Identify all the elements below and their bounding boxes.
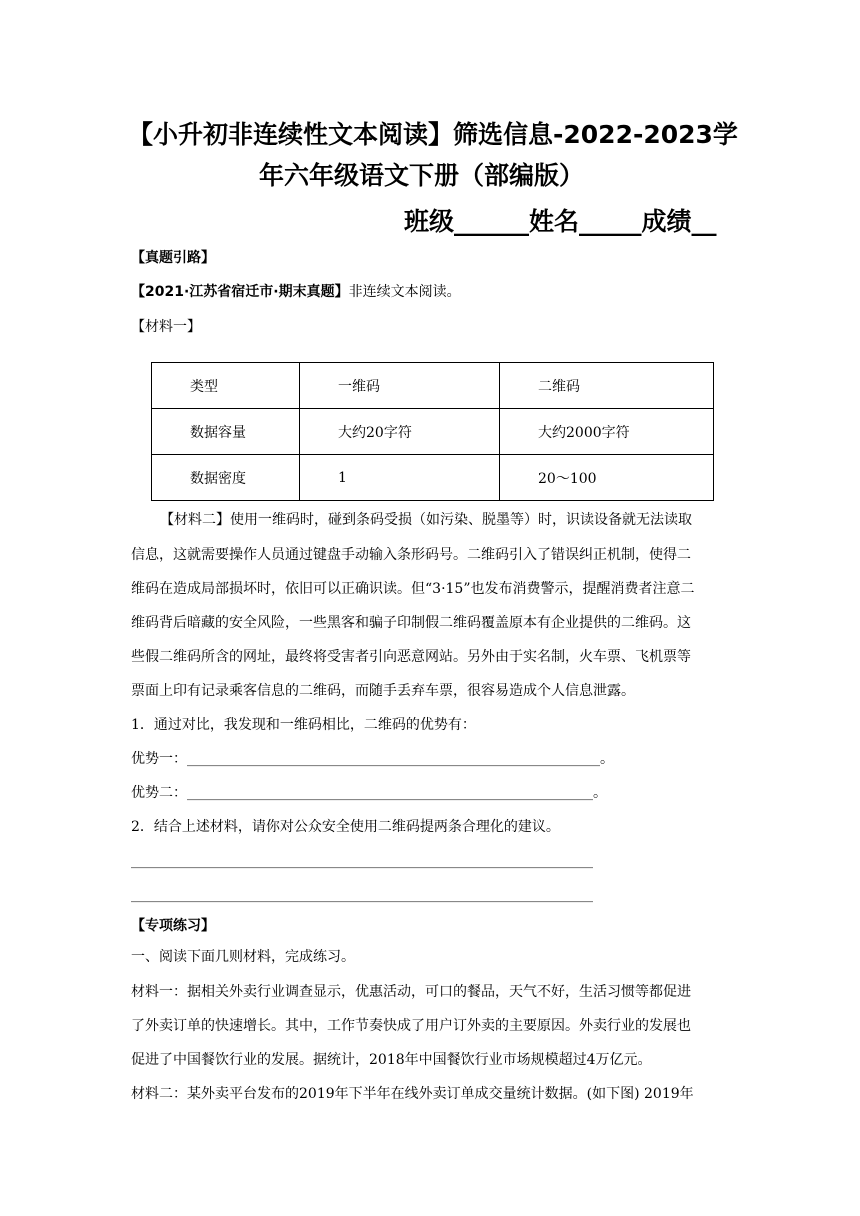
- material2-line: 信息，这就需要操作人员通过键盘手动输入条形码号。二维码引入了错误纠正机制，使得二: [131, 547, 691, 563]
- practice-line: 了外卖订单的快速增长。其中，工作节奏快成了用户订外卖的主要原因。外卖行业的发展也: [131, 1018, 691, 1034]
- source-line: [131, 278, 461, 306]
- doc-title-line2: 年六年级语文下册（部编版）: [259, 161, 585, 190]
- practice-line: 材料二：某外卖平台发布的2019年下半年在线外卖订单成交量统计数据。(如下图) 2019年: [131, 1086, 694, 1102]
- comparison-table: [151, 362, 714, 501]
- practice-line: 材料一：据相关外卖行业调查显示，优惠活动，可口的餐品，天气不好，生活习惯等都促进: [131, 984, 691, 1000]
- section-intro-heading: 【真题引路】: [131, 250, 215, 266]
- practice-intro: 一、阅读下面几则材料，完成练习。: [131, 949, 355, 965]
- table-cell: 大约20字符: [300, 409, 500, 455]
- table-cell: 类型: [152, 363, 300, 409]
- answer-blank-1: __________________________________________________________________: [131, 853, 593, 869]
- table-cell: 大约2000字符: [500, 409, 714, 455]
- section-practice-heading: 【专项练习】: [131, 918, 215, 934]
- source-bold: 【2021·江苏省宿迁市·期末真题】: [131, 284, 349, 300]
- doc-title-line1: 【小升初非连续性文本阅读】筛选信息-2022-2023学: [128, 120, 738, 149]
- question-1: 1．通过对比，我发现和一维码相比，二维码的优势有：: [131, 717, 476, 733]
- class-name-score-line: 班级______姓名_____成绩__: [404, 207, 717, 236]
- table-cell: 一维码: [300, 363, 500, 409]
- table-cell: 二维码: [500, 363, 714, 409]
- table-cell: 数据密度: [152, 455, 300, 501]
- table-row: [152, 409, 714, 455]
- material1-label: 【材料一】: [131, 319, 201, 335]
- advantage-2-blank: 优势二：__________________________________________________________。: [131, 785, 607, 801]
- advantage-1-blank: 优势一：___________________________________________________________。: [131, 751, 614, 767]
- table-cell: 数据容量: [152, 409, 300, 455]
- table-cell: 1: [300, 455, 500, 501]
- table-row: [152, 455, 714, 501]
- practice-line: 促进了中国餐饮行业的发展。据统计，2018年中国餐饮行业市场规模超过4万亿元。: [131, 1052, 652, 1068]
- table-cell: 20～100: [500, 455, 714, 501]
- material2-line: 维码背后暗藏的安全风险，一些黑客和骗子印制假二维码覆盖原本有企业提供的二维码。这: [131, 615, 691, 631]
- question-2: 2．结合上述材料，请你对公众安全使用二维码提两条合理化的建议。: [131, 819, 560, 835]
- answer-blank-2: __________________________________________________________________: [131, 887, 593, 903]
- table-row: [152, 363, 714, 409]
- material2-line: 维码在造成局部损坏时，依旧可以正确识读。但“3·15”也发布消费警示，提醒消费者注意二: [131, 581, 695, 597]
- source-rest: 非连续文本阅读。: [348, 284, 461, 300]
- material2-line: 些假二维码所含的网址，最终将受害者引向恶意网站。另外由于实名制，火车票、飞机票等: [131, 649, 691, 665]
- material2-line: 【材料二】使用一维码时，碰到条码受损（如污染、脱墨等）时，识读设备就无法读取: [160, 512, 692, 528]
- material2-line: 票面上印有记录乘客信息的二维码，而随手丢弃车票，很容易造成个人信息泄露。: [131, 683, 635, 699]
